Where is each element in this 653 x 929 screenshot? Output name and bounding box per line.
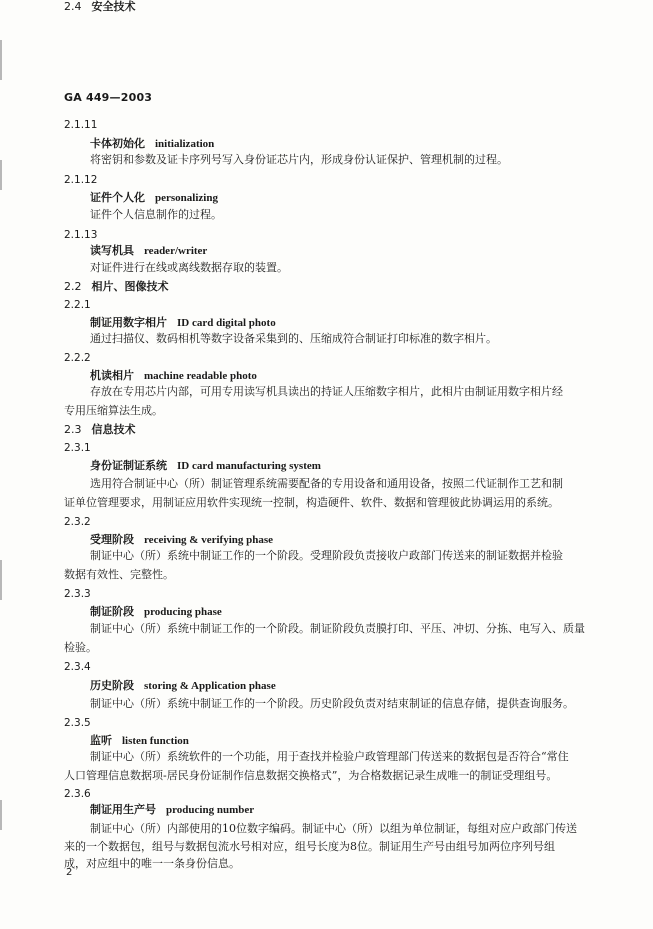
definition-continuation: 人口管理信息数据项-居民身份证制作信息数据交换格式”，为合格数据记录生成唯一的制证受理组号。 xyxy=(64,769,558,782)
term-en: producing number xyxy=(166,804,255,816)
term-en: machine readable photo xyxy=(144,370,257,382)
term-en: personalizing xyxy=(155,192,218,204)
scan-edge-mark xyxy=(0,800,2,830)
section-number: 2.3 xyxy=(64,423,82,436)
section-heading xyxy=(64,0,136,14)
definition-text: 对证件进行在线或离线数据存取的装置。 xyxy=(90,261,288,274)
term-heading xyxy=(90,605,222,619)
definition-continuation: 成，对应组中的唯一一条身份信息。 xyxy=(64,857,240,870)
section-number: 2.2 xyxy=(64,280,82,293)
clause-number: 2.3.1 xyxy=(64,442,91,454)
section-heading xyxy=(64,280,169,294)
clause-number: 2.3.6 xyxy=(64,788,91,800)
term-en: listen function xyxy=(122,735,189,747)
term-en: initialization xyxy=(155,138,215,150)
definition-text: 制证中心（所）内部使用的10位数字编码。制证中心（所）以组为单位制证，每组对应户政部门传送 xyxy=(90,822,577,835)
definition-continuation: 检验。 xyxy=(64,641,97,654)
definition-text: 存放在专用芯片内部，可用专用读写机具读出的持证人压缩数字相片，此相片由制证用数字相片经 xyxy=(90,385,563,398)
clause-number: 2.3.4 xyxy=(64,661,91,673)
definition-text: 通过扫描仪、数码相机等数字设备采集到的、压缩成符合制证打印标准的数字相片。 xyxy=(90,332,497,345)
clause-number: 2.3.2 xyxy=(64,516,91,528)
term-zh: 制证用生产号 xyxy=(90,803,156,816)
scan-edge-mark xyxy=(0,160,2,190)
clause-number: 2.1.12 xyxy=(64,174,98,186)
term-heading xyxy=(90,734,189,748)
definition-text: 选用符合制证中心（所）制证管理系统需要配备的专用设备和通用设备，按照二代证制作工艺和制 xyxy=(90,477,563,490)
definition-text: 制证中心（所）系统中制证工作的一个阶段。受理阶段负责接收户政部门传送来的制证数据并检验 xyxy=(90,549,563,562)
term-heading xyxy=(90,459,321,473)
page-number: 2 xyxy=(66,867,73,878)
term-heading xyxy=(90,369,257,383)
term-en: producing phase xyxy=(144,606,222,618)
definition-continuation: 专用压缩算法生成。 xyxy=(64,404,163,417)
clause-number: 2.1.13 xyxy=(64,229,98,241)
term-zh: 受理阶段 xyxy=(90,533,134,546)
term-zh: 制证用数字相片 xyxy=(90,316,167,329)
term-heading xyxy=(90,191,218,205)
clause-number: 2.3.5 xyxy=(64,717,91,729)
term-zh: 机读相片 xyxy=(90,369,134,382)
term-heading xyxy=(90,533,273,547)
definition-text: 制证中心（所）系统中制证工作的一个阶段。制证阶段负责膜打印、平压、冲切、分拣、电写入、质量 xyxy=(90,622,585,635)
term-en: storing & Application phase xyxy=(144,680,276,692)
clause-number: 2.2.2 xyxy=(64,352,91,364)
definition-text: 制证中心（所）系统软件的一个功能，用于查找并检验户政管理部门传送来的数据包是否符合“常住 xyxy=(90,750,569,763)
definition-text: 证件个人信息制作的过程。 xyxy=(90,208,222,221)
term-heading xyxy=(90,679,276,693)
term-en: ID card digital photo xyxy=(177,317,276,329)
term-zh: 监听 xyxy=(90,734,112,747)
clause-number: 2.2.1 xyxy=(64,299,91,311)
definition-continuation: 证单位管理要求，用制证应用软件实现统一控制，构造硬件、软件、数据和管理彼此协调运用的系统。 xyxy=(64,496,559,509)
term-heading xyxy=(90,137,214,151)
term-heading xyxy=(90,244,207,258)
term-zh: 制证阶段 xyxy=(90,605,134,618)
term-en: receiving & verifying phase xyxy=(144,534,274,546)
clause-number: 2.3.3 xyxy=(64,588,91,600)
term-en: reader/writer xyxy=(144,245,208,257)
scan-edge-mark xyxy=(0,560,2,600)
term-zh: 身份证制证系统 xyxy=(90,459,167,472)
term-heading xyxy=(90,316,276,330)
term-zh: 证件个人化 xyxy=(90,191,145,204)
definition-continuation: 数据有效性、完整性。 xyxy=(64,568,174,581)
term-en: ID card manufacturing system xyxy=(177,460,321,472)
section-number: 2.4 xyxy=(64,0,82,13)
section-title: 信息技术 xyxy=(91,423,136,436)
section-title: 相片、图像技术 xyxy=(91,280,169,293)
section-heading xyxy=(64,423,136,437)
scan-edge-mark xyxy=(0,40,2,80)
term-zh: 卡体初始化 xyxy=(90,137,145,150)
definition-text: 制证中心（所）系统中制证工作的一个阶段。历史阶段负责对结束制证的信息存储，提供查询服务。 xyxy=(90,697,574,710)
clause-number: 2.1.11 xyxy=(64,119,98,131)
definition-continuation: 来的一个数据包，组号与数据包流水号相对应，组号长度为8位。制证用生产号由组号加两位序列号组 xyxy=(64,840,555,853)
term-zh: 历史阶段 xyxy=(90,679,134,692)
definition-text: 将密钥和参数及证卡序列号写入身份证芯片内，形成身份认证保护、管理机制的过程。 xyxy=(90,153,508,166)
term-heading xyxy=(90,803,254,817)
term-zh: 读写机具 xyxy=(90,244,134,257)
section-title: 安全技术 xyxy=(91,0,136,13)
standard-code-header: GA 449—2003 xyxy=(64,91,153,104)
